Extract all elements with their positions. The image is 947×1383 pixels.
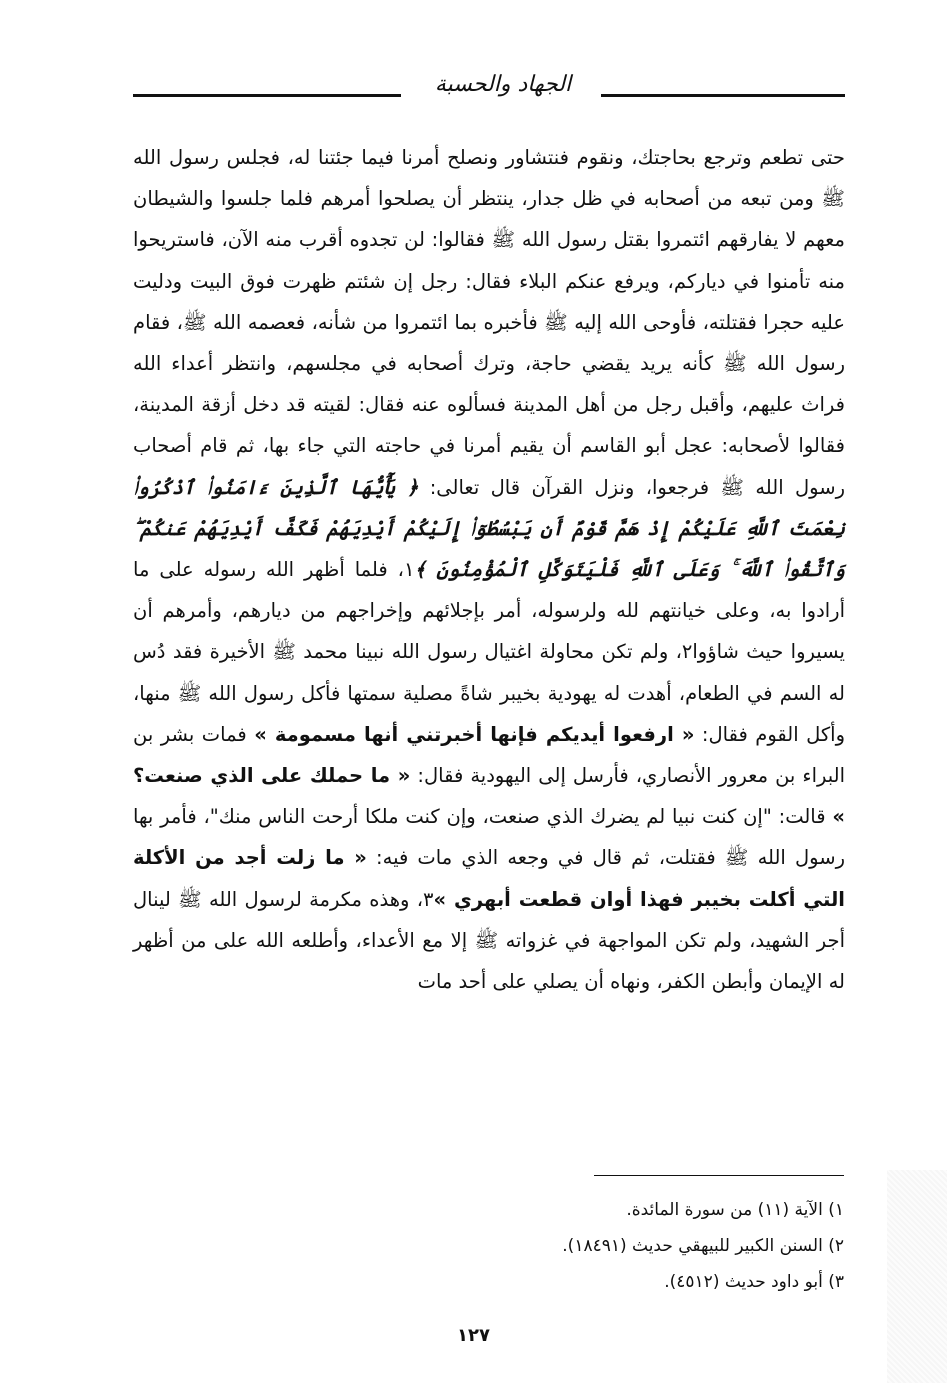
footnotes — [132, 1192, 844, 1300]
text-run-5: ٣، وهذه مكرمة لرسول الله ﷺ لينال أجر الشهيد، ولم تكن المواجهة في غزواته ﷺ إلا مع الأعداء، وأطلعه الله على من أظهر له الإيمان وأبطن الكفر، ونهاه أن يصلي على أحد مات — [133, 887, 845, 994]
text-run-1: حتى تطعم وترجع بحاجتك، ونقوم فنتشاور ونصلح أمرنا فيما جئتنا له، فجلس رسول الله ﷺ ومن تبعه من أصحابه في ظل جدار، ينتظر أن يصلحوا أمرهم فلما جلسوا والشيطان معهم لا يفارقهم ائتمروا بقتل رسول الله ﷺ فقالوا: لن تجدوه أقرب منه الآن، فاستريحوا منه تأمنوا في دياركم، ويرفع عنكم البلاء فقال: رجل إن شئتم ظهرت فوق البيت ودليت عليه حجرا فقتلته، فأوحى الله إليه ﷺ فأخبره بما ائتمروا من شأنه، فعصمه الله ﷺ، فقام رسول الله ﷺ كأنه يريد يقضي حاجة، وترك أصحابه في مجلسهم، وانتظر أعداء الله فراث عليهم، وأقبل رجل من أهل المدينة فسألوه عنه فقال: لقيته قد دخل أزقة المدينة، فقالوا لأصحابه: عجل أبو القاسم أن يقيم أمرنا في حاجته التي جاء بها، ثم قام أصحاب رسول الله ﷺ فرجعوا، ونزل القرآن قال تعالى: — [133, 146, 845, 499]
hadith-quote-2: « ما حملك على الذي صنعت؟ » — [133, 764, 845, 829]
scan-edge-texture — [887, 1170, 947, 1383]
running-header — [133, 70, 845, 114]
hadith-quote-1: « ارفعوا أيديكم فإنها أخبرتني أنها مسمومة » — [254, 722, 695, 746]
footnote-3: ٣) أبو داود حديث (٤٥١٢). — [664, 1272, 844, 1292]
hadith-quote-3: « ما زلت أجد من الأكلة التي أكلت بخيبر فهذا أوان قطعت أبهري » — [133, 846, 845, 911]
text-run-3: فمات بشر بن البراء بن معرور الأنصاري، فأرسل إلى اليهودية فقال: — [133, 722, 845, 788]
text-run-2: ١، فلما أظهر الله رسوله على ما أرادوا به، وعلى خيانتهم لله ولرسوله، أمر بإجلائهم وإخراجهم من ديارهم، وأمرهم أن يسيروا حيث شاؤوا٢، ولم تكن محاولة اغتيال رسول الله نبينا محمد ﷺ الأخيرة فقد دُس له السم في الطعام، أهدت له يهودية بخيبر شاةً مصلية سمتها فأكل رسول الله ﷺ منها، وأكل القوم فقال: — [133, 558, 845, 746]
text-run-4: قالت: "إن كنت نبيا لم يضرك الذي صنعت، وإن كنت ملكا أرحت الناس منك"، فأمر بها رسول الله ﷺ فقتلت، ثم قال في وجعه الذي مات فيه: — [133, 805, 845, 870]
page-number: ١٢٧ — [457, 1325, 490, 1346]
footnote-separator — [594, 1175, 844, 1176]
body-paragraph — [133, 137, 845, 1002]
main-text — [133, 137, 845, 1002]
header-rule-left — [133, 94, 401, 97]
footnote-1: ١) الآية (١١) من سورة المائدة. — [626, 1200, 844, 1220]
quran-verse: ﴿ يَٰٓأَيُّهَا ٱلَّذِينَ ءَامَنُوا۟ ٱذْكُرُوا۟ نِعْمَتَ ٱللَّهِ عَلَيْكُمْ إِذْ هَمَّ قَوْمٌ أَن يَبْسُطُوٓا۟ إِلَيْكُمْ أَيْدِيَهُمْ فَكَفَّ أَيْدِيَهُمْ عَنكُمْ ۖ وَٱتَّقُوا۟ ٱللَّهَ ۚ وَعَلَى ٱللَّهِ فَلْيَتَوَكَّلِ ٱلْمُؤْمِنُونَ ﴾ — [133, 475, 845, 582]
header-rule-right — [601, 94, 845, 97]
header-title: الجهاد والحسبة — [434, 72, 572, 97]
footnote-2: ٢) السنن الكبير للبيهقي حديث (١٨٤٩١). — [562, 1236, 844, 1256]
